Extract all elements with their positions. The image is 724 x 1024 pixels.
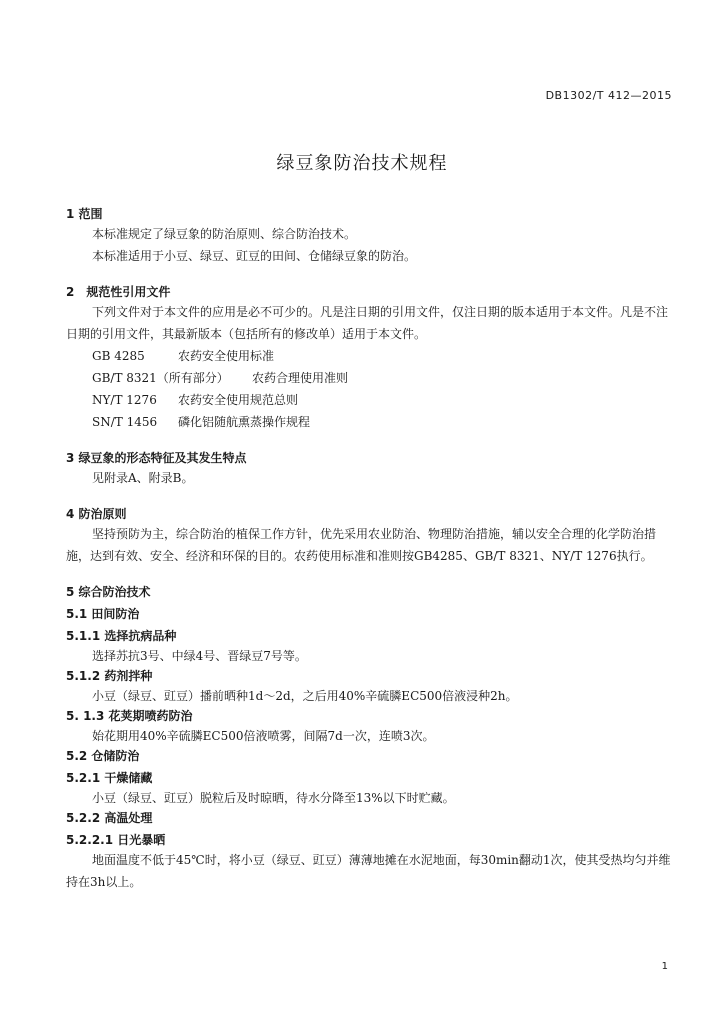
section-heading: 3 绿豆象的形态特征及其发生特点 — [66, 451, 247, 465]
standard-code: DB1302/T 412—2015 — [545, 89, 672, 102]
subsection-heading: 5.1.1 选择抗病品种 — [66, 629, 177, 643]
paragraph: 本标准适用于小豆、绿豆、豇豆的田间、仓储绿豆象的防治。 — [92, 249, 417, 263]
document-body — [66, 205, 676, 893]
reference-title: 磷化铝随航熏蒸操作规程 — [178, 415, 311, 429]
paragraph: 地面温度不低于45℃时，将小豆（绿豆、豇豆）薄薄地摊在水泥地面，每30min翻动1次，使其受热均匀并维持在3h以上。 — [66, 853, 671, 889]
page-number: 1 — [661, 961, 668, 972]
section-heading: 1 范围 — [66, 207, 103, 221]
reference-code: GB 4285 — [92, 349, 145, 363]
reference-code: NY/T 1276 — [92, 393, 157, 407]
reference-title: 农药安全使用规范总则 — [178, 393, 299, 407]
paragraph: 小豆（绿豆、豇豆）播前晒种1d～2d，之后用40%辛硫膦EC500倍液浸种2h。 — [92, 689, 518, 703]
reference-title: 农药安全使用标准 — [178, 349, 275, 363]
reference-title: 农药合理使用准则 — [252, 371, 349, 385]
paragraph: 见附录A、附录B。 — [92, 471, 194, 485]
subsection-heading: 5.1.2 药剂拌种 — [66, 669, 153, 683]
reference-item — [66, 411, 676, 433]
paragraph: 本标准规定了绿豆象的防治原则、综合防治技术。 — [92, 227, 357, 241]
reference-item — [66, 345, 676, 367]
paragraph: 坚持预防为主，综合防治的植保工作方针，优先采用农业防治、物理防治措施，辅以安全合理的化学防治措施，达到有效、安全、经济和环保的目的。农药使用标准和准则按GB4285、GB/T 8321、NY/T 1276执行。 — [66, 527, 657, 563]
section-heading: 5 综合防治技术 — [66, 585, 151, 599]
section-heading: 2 规范性引用文件 — [66, 285, 171, 299]
subsection-heading: 5. 1.3 花荚期喷药防治 — [66, 709, 193, 723]
section-heading: 4 防治原则 — [66, 507, 127, 521]
document-title: 绿豆象防治技术规程 — [276, 153, 448, 174]
paragraph: 选择苏抗3号、中绿4号、晋绿豆7号等。 — [92, 649, 307, 663]
subsection-heading: 5.1 田间防治 — [66, 607, 140, 621]
reference-item — [66, 389, 676, 411]
reference-item — [66, 367, 676, 389]
paragraph: 始花期用40%辛硫膦EC500倍液喷雾，间隔7d一次，连喷3次。 — [92, 729, 435, 743]
reference-code: GB/T 8321（所有部分） — [92, 371, 229, 385]
subsection-heading: 5.2.2.1 日光暴晒 — [66, 833, 166, 847]
paragraph: 下列文件对于本文件的应用是必不可少的。凡是注日期的引用文件，仅注日期的版本适用于本文件。凡是不注日期的引用文件，其最新版本（包括所有的修改单）适用于本文件。 — [66, 305, 669, 341]
reference-code: SN/T 1456 — [92, 415, 158, 429]
subsection-heading: 5.2.1 干燥储藏 — [66, 771, 153, 785]
paragraph: 小豆（绿豆、豇豆）脱粒后及时晾晒，待水分降至13%以下时贮藏。 — [92, 791, 455, 805]
subsection-heading: 5.2.2 高温处理 — [66, 811, 153, 825]
subsection-heading: 5.2 仓储防治 — [66, 749, 140, 763]
